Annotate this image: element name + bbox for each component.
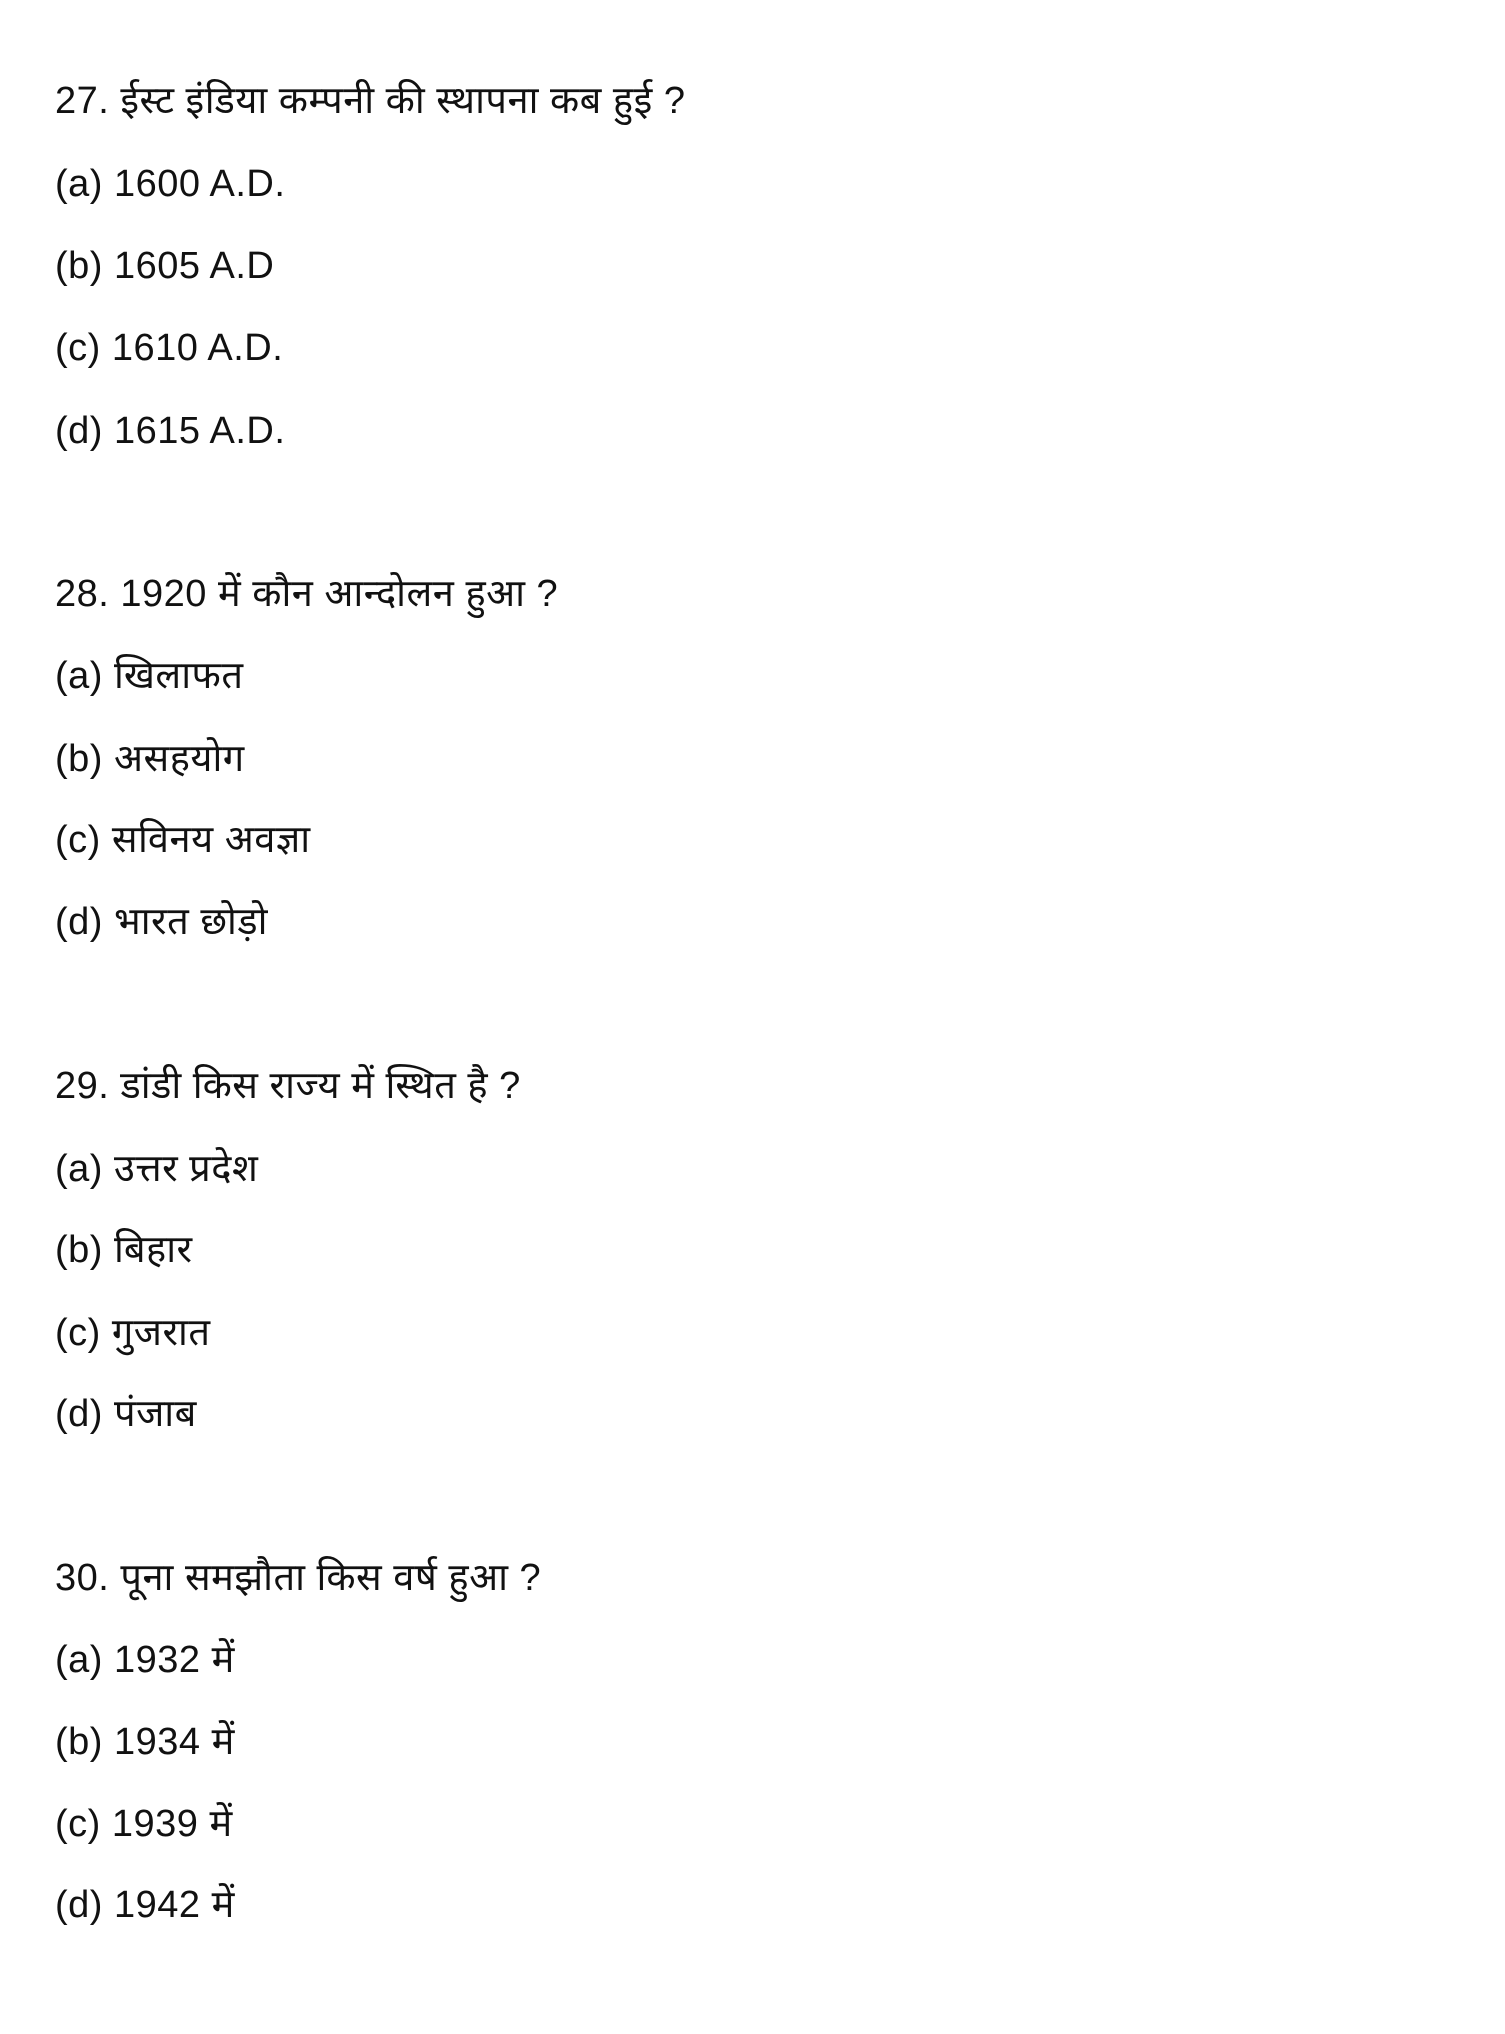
option-a: (a) 1600 A.D. <box>55 163 286 205</box>
option-b: (b) असहयोग <box>55 738 245 780</box>
option-c: (c) 1610 A.D. <box>55 327 284 369</box>
question-text: 28. 1920 में कौन आन्दोलन हुआ ? <box>55 573 559 615</box>
option-b: (b) 1605 A.D <box>55 245 275 287</box>
option-d: (d) पंजाब <box>55 1393 197 1435</box>
question-text: 29. डांडी किस राज्य में स्थित है ? <box>55 1065 521 1107</box>
option-d: (d) 1615 A.D. <box>55 410 286 452</box>
option-a: (a) 1932 में <box>55 1639 235 1681</box>
question-text: 27. ईस्ट इंडिया कम्पनी की स्थापना कब हुई ? <box>55 80 686 122</box>
option-d: (d) 1942 में <box>55 1884 235 1926</box>
option-a: (a) उत्तर प्रदेश <box>55 1148 259 1190</box>
option-d: (d) भारत छोड़ो <box>55 901 268 943</box>
option-b: (b) बिहार <box>55 1229 193 1271</box>
option-c: (c) सविनय अवज्ञा <box>55 819 311 861</box>
option-b: (b) 1934 में <box>55 1721 235 1763</box>
option-a: (a) खिलाफत <box>55 655 244 697</box>
option-c: (c) 1939 में <box>55 1803 233 1845</box>
question-text: 30. पूना समझौता किस वर्ष हुआ ? <box>55 1557 542 1599</box>
option-c: (c) गुजरात <box>55 1312 211 1354</box>
